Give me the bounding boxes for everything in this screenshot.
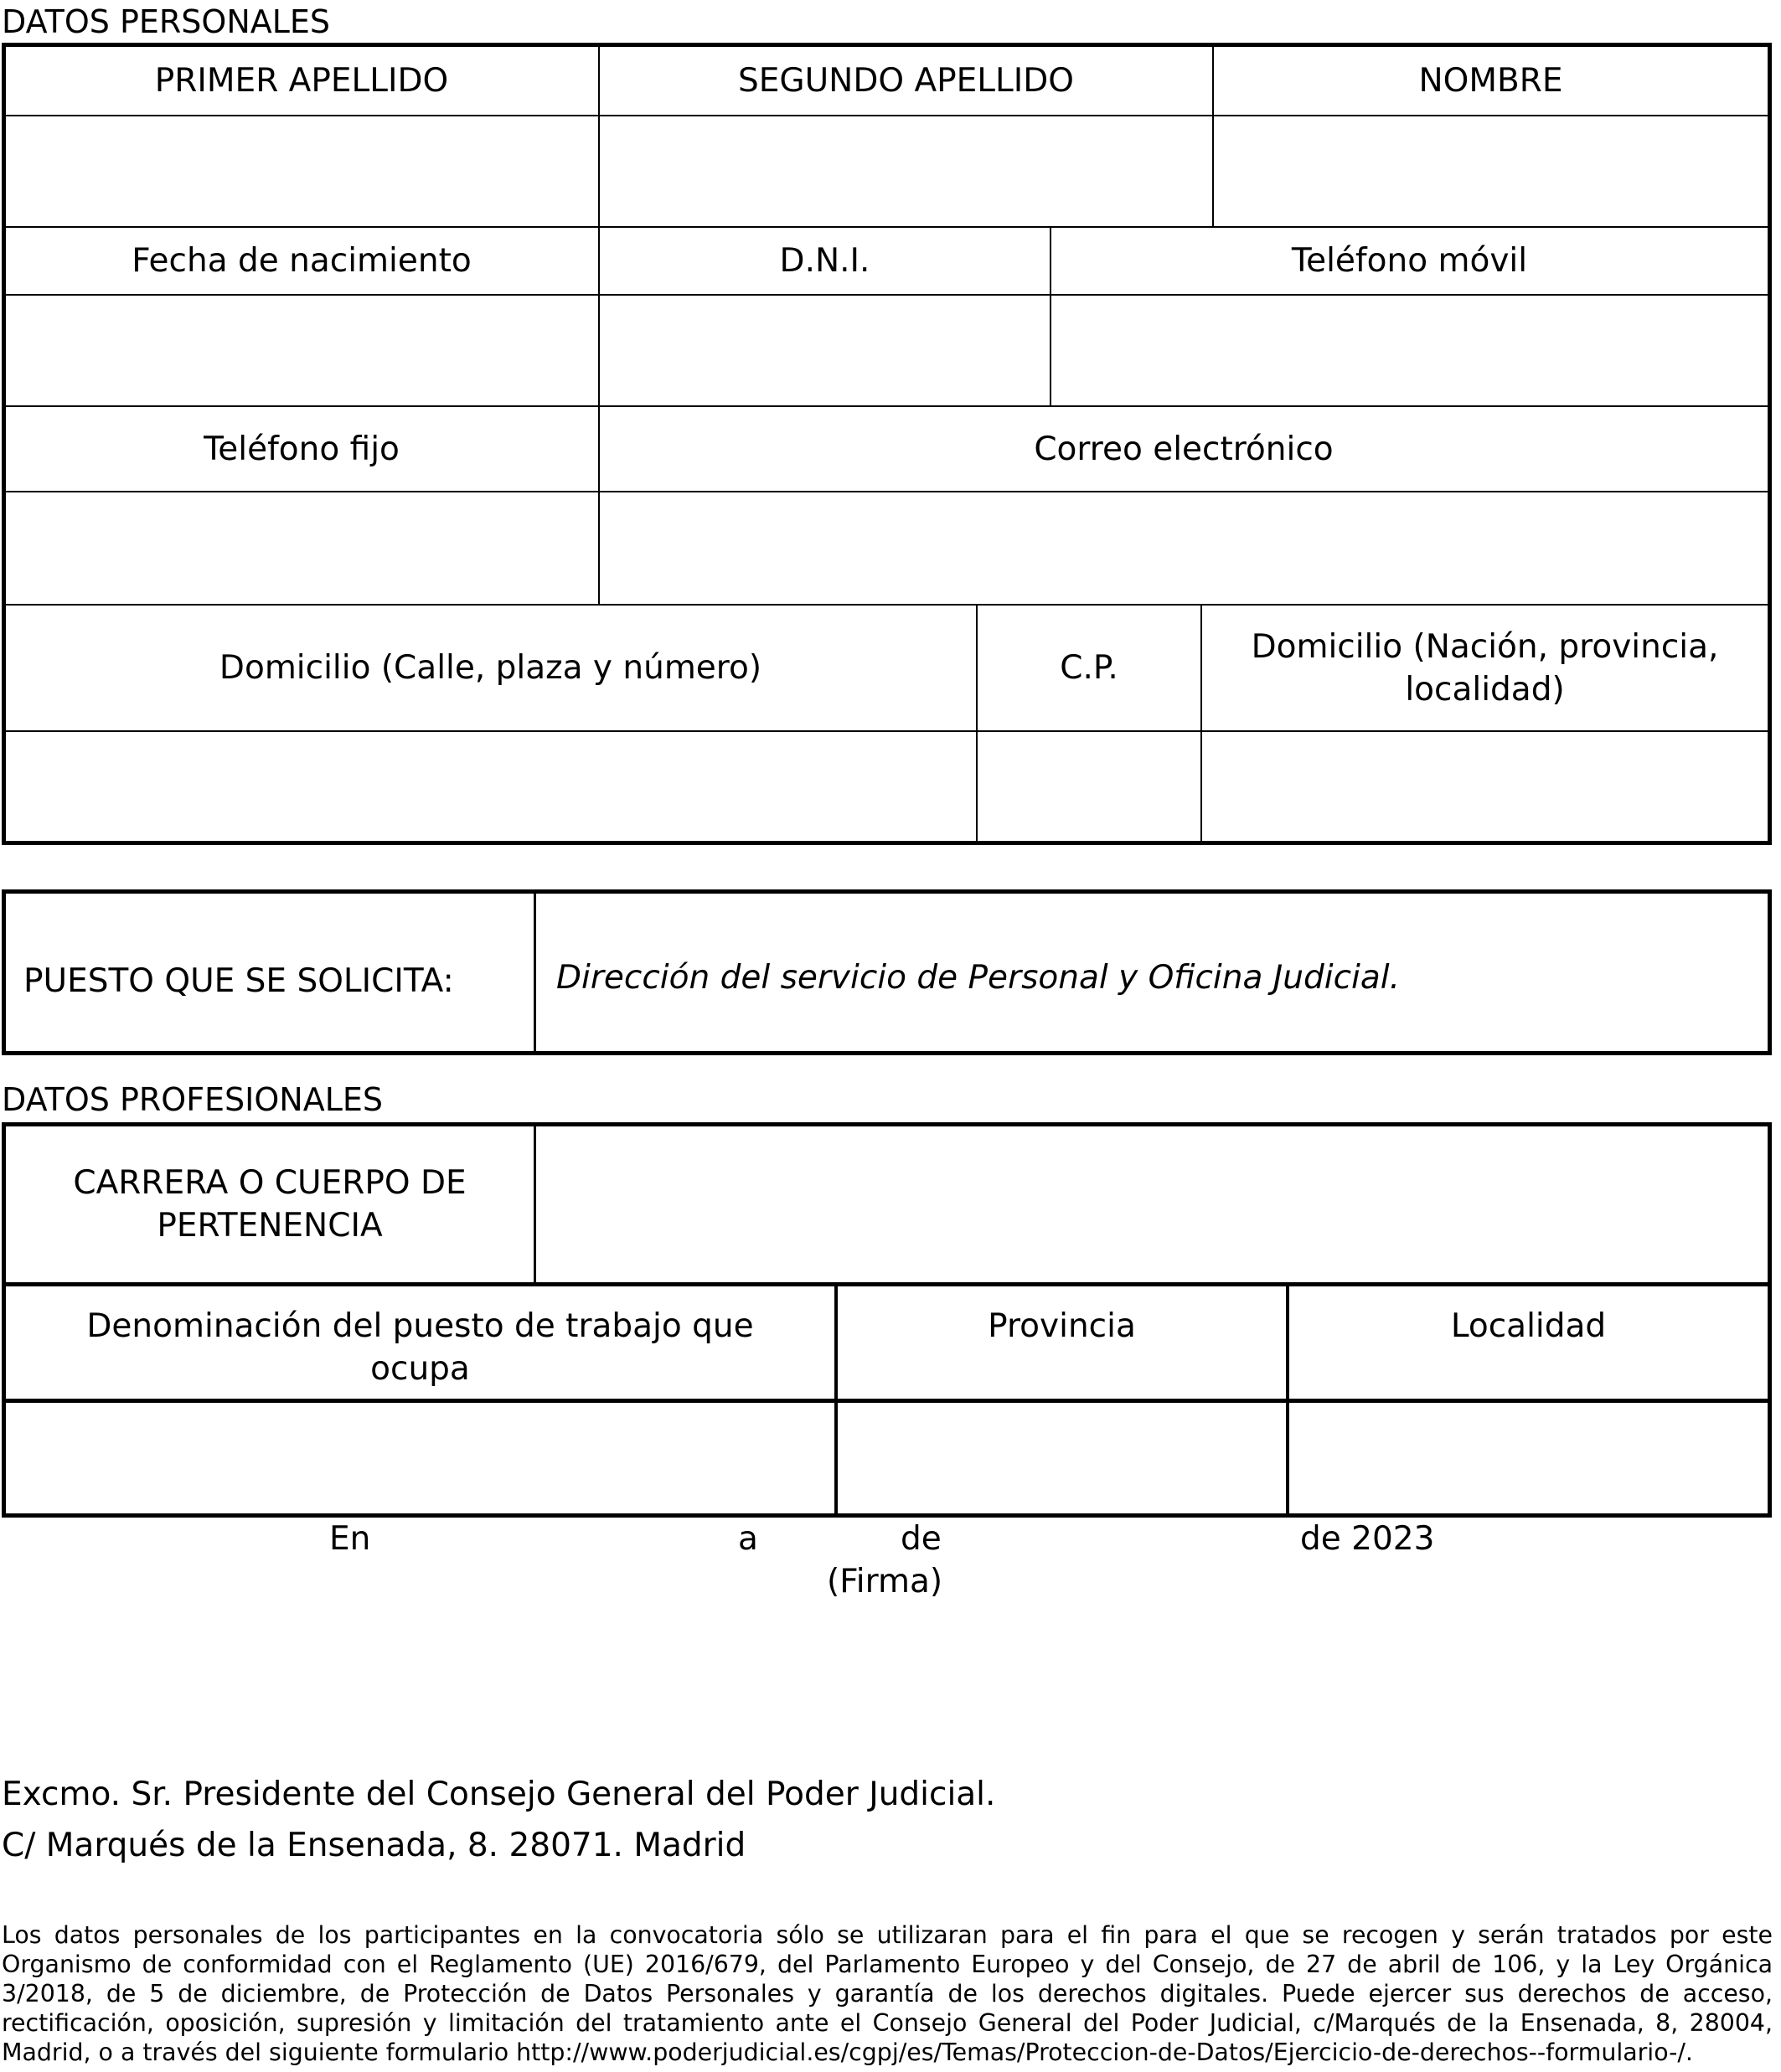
segundo-apellido-field[interactable] bbox=[600, 116, 1212, 226]
telefono-movil-field[interactable] bbox=[1051, 296, 1768, 405]
dni-field[interactable] bbox=[600, 296, 1050, 405]
personal-section-title: DATOS PERSONALES bbox=[2, 3, 331, 40]
fecha-nacimiento-label: Fecha de nacimiento bbox=[132, 242, 472, 280]
localidad-field[interactable] bbox=[1289, 1403, 1768, 1513]
personal-data-table bbox=[0, 0, 1781, 854]
signature-year: de 2023 bbox=[1300, 1520, 1435, 1558]
telefono-movil-label: Teléfono móvil bbox=[1291, 242, 1528, 280]
addressee-line-2: C/ Marqués de la Ensenada, 8. 28071. Madrid bbox=[2, 1827, 746, 1864]
localidad-label: Localidad bbox=[1450, 1307, 1607, 1345]
segundo-apellido-label: SEGUNDO APELLIDO bbox=[738, 62, 1074, 100]
nombre-label: NOMBRE bbox=[1418, 62, 1563, 100]
nombre-field[interactable] bbox=[1214, 116, 1768, 226]
primer-apellido-label: PRIMER APELLIDO bbox=[154, 62, 449, 100]
denominacion-label: Denominación del puesto de trabajo que ocupa bbox=[86, 1307, 754, 1388]
professional-section-title: DATOS PROFESIONALES bbox=[2, 1081, 384, 1118]
denominacion-field[interactable] bbox=[6, 1403, 834, 1513]
dni-label: D.N.I. bbox=[779, 242, 870, 280]
addressee-line-1: Excmo. Sr. Presidente del Consejo General del Poder Judicial. bbox=[2, 1776, 996, 1813]
signature-de: de bbox=[901, 1520, 942, 1558]
telefono-fijo-label: Teléfono fijo bbox=[204, 430, 400, 468]
domicilio-nacion-label: Domicilio (Nación, provincia, localidad) bbox=[1251, 627, 1719, 709]
fecha-nacimiento-field[interactable] bbox=[6, 296, 598, 405]
provincia-label: Provincia bbox=[988, 1307, 1136, 1345]
puesto-value: Dirección del servicio de Personal y Oficina Judicial. bbox=[556, 959, 1400, 997]
telefono-fijo-field[interactable] bbox=[6, 492, 598, 604]
data-protection-notice: Los datos personales de los participantes en la convocatoria sólo se utilizaran para el fin para el que se recogen y serán tratados por este Organismo de conformidad con el Reglamento (UE) 2016/679, del Parlamento Europeo y del Consejo, de 27 de abril de 106, y la Ley Orgánica 3/2018, de 5 de diciembre, de Protección de Datos Personales y garantía de los derechos digitales. Puede ejercer sus derechos de acceso, rectificación, oposición, supresión y limitación del tratamiento ante el Consejo General del Poder Judicial, c/Marqués de la Ensenada, 8, 28004, Madrid, o a través del siguiente formulario http://www.poderjudicial.es/cgpj/es/Temas/Proteccion-de-Datos/Ejercicio-de-derechos--formulario-/. bbox=[2, 1921, 1773, 2066]
puesto-label: PUESTO QUE SE SOLICITA: bbox=[23, 962, 454, 1000]
carrera-label: CARRERA O CUERPO DE PERTENENCIA bbox=[73, 1164, 467, 1245]
domicilio-calle-label: Domicilio (Calle, plaza y número) bbox=[219, 649, 762, 687]
provincia-field[interactable] bbox=[838, 1403, 1286, 1513]
correo-label: Correo electrónico bbox=[1034, 430, 1334, 468]
cp-field[interactable] bbox=[978, 732, 1200, 841]
primer-apellido-field[interactable] bbox=[6, 116, 598, 226]
domicilio-calle-field[interactable] bbox=[6, 732, 976, 841]
signature-en: En bbox=[329, 1520, 371, 1558]
correo-field[interactable] bbox=[600, 492, 1768, 604]
cp-label: C.P. bbox=[1060, 649, 1118, 687]
domicilio-nacion-field[interactable] bbox=[1202, 732, 1768, 841]
signature-a: a bbox=[738, 1520, 758, 1558]
signature-firma: (Firma) bbox=[827, 1563, 943, 1600]
carrera-field[interactable] bbox=[536, 1126, 1768, 1282]
